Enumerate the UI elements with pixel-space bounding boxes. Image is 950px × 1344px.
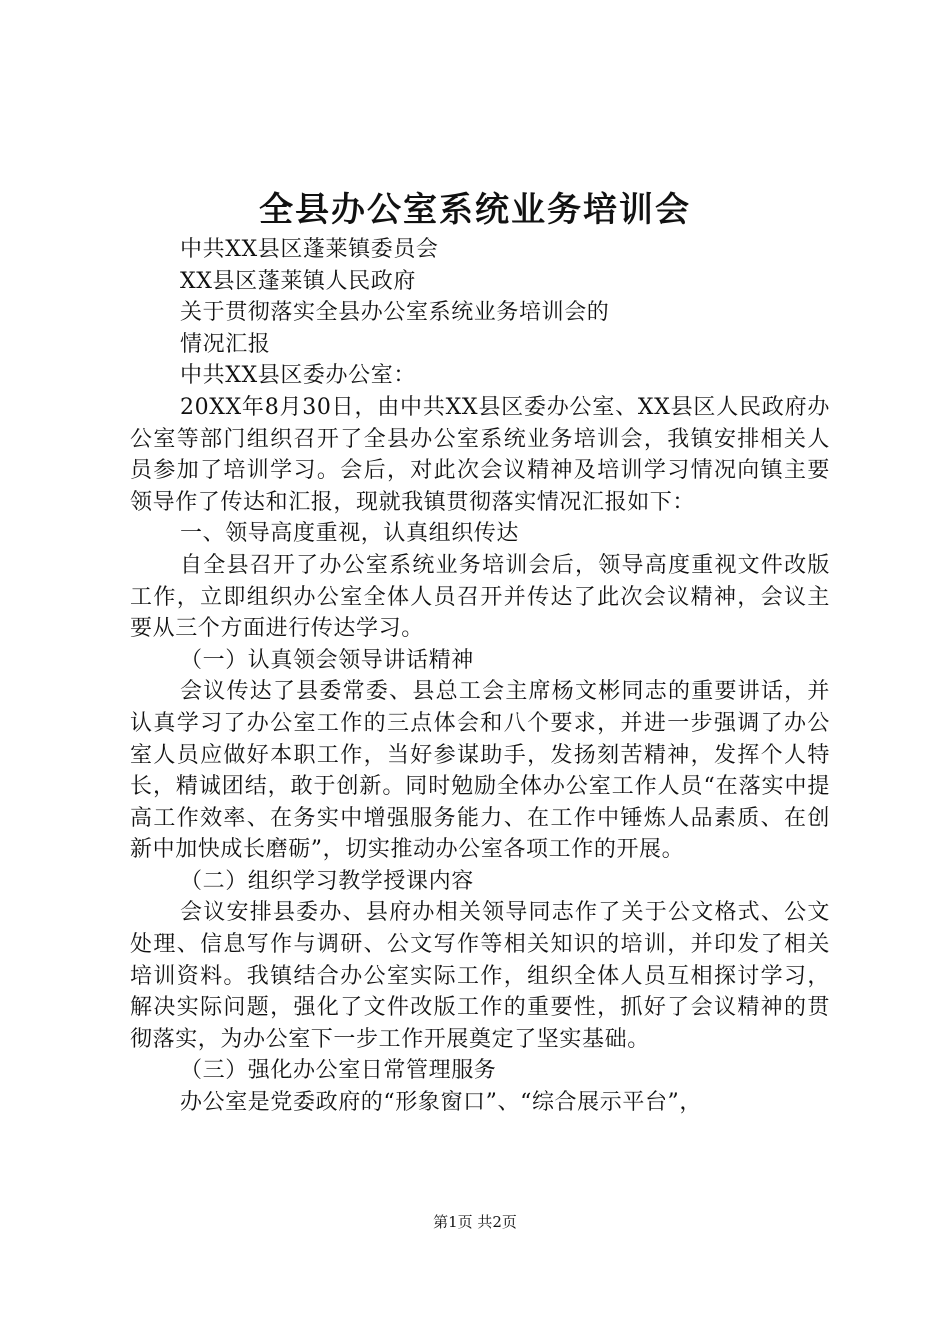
header-line-subject: 关于贯彻落实全县办公室系统业务培训会的 (180, 300, 610, 326)
header-line-party-committee: 中共XX县区蓬莱镇委员会 (180, 237, 439, 262)
addressee: 中共XX县区委办公室： (180, 363, 416, 389)
subsection-heading-2: （二）组织学习教学授课内容 (180, 868, 474, 894)
header-line-report: 情况汇报 (180, 331, 271, 357)
document-title: 全县办公室系统业务培训会 (259, 190, 691, 230)
paragraph-subsection-1: 会议传达了县委常委、县总工会主席杨文彬同志的重要讲话，并认真学习了办公室工作的三点体会和八个要求，并进一步强调了办公室人员应做好本职工作，当好参谋助手，发扬刻苦精神，发挥个人特长，精诚团结，敢于创新。同时勉励全体办公室工作人员“在落实中提高工作效率、在务实中增强服务能力、在工作中锤炼人品素质、在创新中加快成长磨砺”，切实推动办公室各项工作的开展。 (130, 679, 830, 863)
page-footer: 第1页 共2页 (433, 1213, 517, 1231)
subsection-heading-1: （一）认真领会领导讲话精神 (180, 647, 474, 673)
subsection-heading-3: （三）强化办公室日常管理服务 (180, 1058, 497, 1084)
document-body (130, 234, 830, 1119)
header-line-government: XX县区蓬莱镇人民政府 (180, 268, 416, 294)
paragraph-section-1: 自全县召开了办公室系统业务培训会后，领导高度重视文件改版工作，立即组织办公室全体人员召开并传达了此次会议精神，会议主要从三个方面进行传达学习。 (130, 552, 830, 642)
paragraph-subsection-2: 会议安排县委办、县府办相关领导同志作了关于公文格式、公文处理、信息写作与调研、公文写作等相关知识的培训，并印发了相关培训资料。我镇结合办公室实际工作，组织全体人员互相探讨学习，解决实际问题，强化了文件改版工作的重要性，抓好了会议精神的贯彻落实，为办公室下一步工作开展奠定了坚实基础。 (130, 900, 830, 1052)
paragraph-intro: 20XX年8月30日，由中共XX县区委办公室、XX县区人民政府办公室等部门组织召开了全县办公室系统业务培训会，我镇安排相关人员参加了培训学习。会后，对此次会议精神及培训学习情况向镇主要领导作了传达和汇报，现就我镇贯彻落实情况汇报如下： (130, 394, 830, 515)
section-heading-1: 一、领导高度重视，认真组织传达 (180, 521, 520, 547)
paragraph-subsection-3: 办公室是党委政府的“形象窗口”、“综合展示平台”， (180, 1090, 702, 1116)
